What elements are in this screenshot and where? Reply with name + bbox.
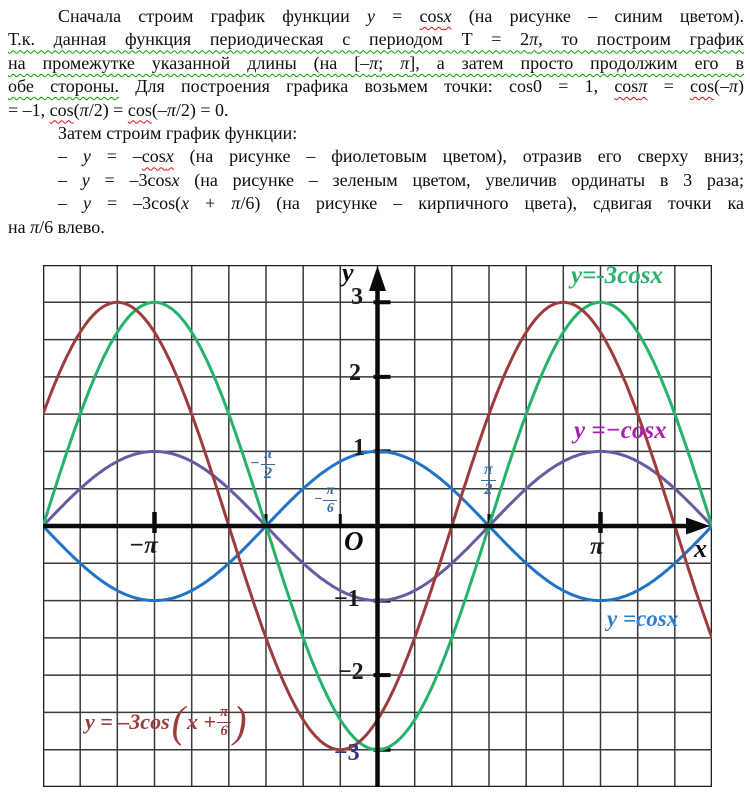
text-line bbox=[8, 122, 744, 145]
text-run: y bbox=[83, 193, 91, 214]
text-run: = –1, bbox=[8, 99, 50, 120]
text-run: cos bbox=[141, 146, 166, 167]
function-graph bbox=[43, 258, 712, 787]
tick-label-2: 2 bbox=[349, 360, 361, 386]
text-run: π bbox=[400, 52, 410, 73]
text-run: π bbox=[79, 99, 89, 120]
fraction-sign: − bbox=[250, 455, 260, 473]
text-run: – bbox=[58, 169, 82, 190]
fraction-denominator: 2 bbox=[264, 464, 273, 482]
text-line bbox=[8, 216, 744, 239]
origin-label: O bbox=[344, 526, 364, 556]
text-run: = –3cos bbox=[89, 169, 172, 190]
text-run: Для построения графика возьмем точки: cos0 = 1, bbox=[118, 76, 615, 97]
formula-prefix: y = –3cos bbox=[85, 709, 170, 735]
text-run: на bbox=[8, 216, 31, 237]
text-run: – bbox=[58, 193, 83, 214]
text-run: cos bbox=[49, 99, 74, 120]
text-run: (– bbox=[151, 99, 167, 120]
text-run: cos bbox=[419, 6, 444, 26]
curve-label-neg-cosx: y =−cosx bbox=[574, 417, 667, 444]
text-run: π bbox=[529, 29, 539, 50]
text-line bbox=[8, 192, 744, 215]
fraction-numerator: π bbox=[261, 446, 276, 465]
text-run: cos bbox=[614, 76, 639, 97]
tick-label-pi: π bbox=[590, 533, 604, 560]
fraction bbox=[323, 484, 337, 516]
text-run: π bbox=[638, 76, 648, 97]
text-run: = –3cos( bbox=[91, 193, 182, 214]
document-text bbox=[8, 5, 744, 239]
text-run: π bbox=[728, 76, 738, 97]
text-run: x bbox=[443, 6, 452, 26]
text-line bbox=[8, 28, 744, 51]
tick-label-minus3: −3 bbox=[334, 740, 360, 766]
text-line bbox=[8, 75, 744, 98]
text-line bbox=[8, 145, 744, 168]
fraction-numerator: π bbox=[323, 484, 337, 501]
text-run: = bbox=[374, 6, 420, 26]
text-run: ( bbox=[73, 99, 80, 120]
text-run: обе стороны. bbox=[8, 76, 119, 97]
text-run: на промежутке указанной длины (на [– bbox=[8, 52, 370, 73]
curve-label-cosx: y =cosx bbox=[607, 606, 679, 631]
text-run: Сначала строим график функции bbox=[58, 6, 367, 26]
text-run: = – bbox=[90, 146, 142, 167]
text-run: x bbox=[181, 193, 190, 214]
fraction-denominator: 6 bbox=[220, 722, 228, 739]
text-run: Затем строим график функции: bbox=[58, 123, 298, 144]
y-axis-label: y bbox=[342, 258, 354, 287]
text-line bbox=[8, 99, 744, 122]
text-run: (– bbox=[713, 76, 729, 97]
tick-label-minus2: −2 bbox=[338, 659, 364, 685]
text-run: , то построим график bbox=[538, 29, 744, 50]
text-run: /6) (на рисунке – кирпичного цвета), сдвигая точки ка bbox=[240, 193, 745, 214]
text-line bbox=[8, 5, 744, 28]
close-paren: ) bbox=[233, 696, 247, 747]
text-run: = bbox=[647, 76, 690, 97]
tick-label-pi-over-2 bbox=[480, 462, 496, 499]
text-run: cos bbox=[689, 76, 714, 97]
text-run: π bbox=[231, 193, 241, 214]
tick-label-minus-pi-over-2 bbox=[250, 446, 275, 483]
text-run: π bbox=[30, 216, 40, 237]
text-line bbox=[8, 169, 744, 192]
text-run: (на рисунке – синим цветом). bbox=[451, 6, 745, 26]
text-run: /6 влево. bbox=[39, 216, 105, 237]
text-run: ], а затем просто продолжим его в bbox=[409, 52, 744, 73]
fraction-sign: − bbox=[314, 492, 323, 508]
y-axis-arrow bbox=[369, 266, 386, 291]
open-paren: ( bbox=[171, 696, 185, 747]
text-run: – bbox=[58, 146, 83, 167]
fraction-numerator: π bbox=[481, 462, 496, 481]
text-run: (на рисунке – зеленым цветом, увеличив ординаты в 3 раза; bbox=[179, 169, 744, 190]
text-run: cos bbox=[127, 99, 152, 120]
text-run: + bbox=[189, 193, 232, 214]
text-run: y bbox=[81, 169, 90, 190]
text-run: x bbox=[165, 146, 174, 167]
text-run: (на рисунке – фиолетовым цветом), отразив его сверху вниз; bbox=[173, 146, 744, 167]
text-run: ; bbox=[378, 52, 401, 73]
x-axis-label: x bbox=[694, 534, 707, 563]
fraction bbox=[217, 705, 231, 740]
text-run: y bbox=[366, 6, 375, 26]
tick-label-minus-pi: −π bbox=[129, 532, 158, 559]
text-run: x bbox=[171, 169, 180, 190]
tick-label-minus-pi-over-6 bbox=[314, 484, 337, 516]
curve-label-neg3cosx: y=-3cosx bbox=[571, 262, 663, 289]
text-run: ) bbox=[737, 76, 744, 97]
curve-label-neg3cos-shifted bbox=[85, 696, 248, 747]
tick-label-1: 1 bbox=[353, 435, 365, 461]
fraction-denominator: 6 bbox=[326, 500, 334, 516]
tick-label-minus1: −1 bbox=[334, 586, 360, 612]
text-line bbox=[8, 52, 744, 75]
fraction-denominator: 2 bbox=[484, 480, 493, 498]
formula-variable: x + bbox=[186, 709, 217, 735]
fraction bbox=[261, 446, 276, 483]
text-run: π bbox=[166, 99, 176, 120]
tick-label-3: 3 bbox=[351, 284, 363, 310]
text-run: Т.к. данная функция периодическая с периодом Т = 2 bbox=[8, 29, 530, 50]
text-run: y bbox=[82, 146, 91, 167]
text-run: /2) = bbox=[88, 99, 128, 120]
fraction-numerator: π bbox=[217, 705, 231, 723]
text-run: π bbox=[369, 52, 379, 73]
fraction bbox=[481, 462, 496, 499]
text-run: /2) = 0. bbox=[175, 99, 229, 120]
